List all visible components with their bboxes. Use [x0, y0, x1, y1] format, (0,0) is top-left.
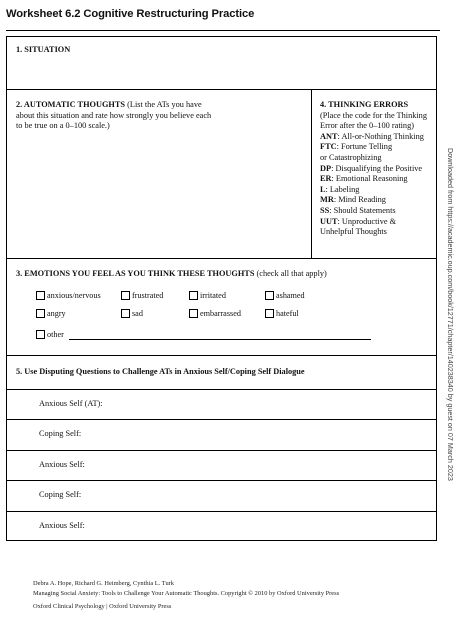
checkbox-box[interactable]: [189, 291, 198, 300]
checkbox-box[interactable]: [121, 309, 130, 318]
checkbox-embarrassed[interactable]: embarrassed: [189, 309, 241, 318]
thinking-errors-instructions: (Place the code for the Thinking: [320, 110, 427, 120]
checkbox-angry[interactable]: angry: [36, 309, 66, 318]
thinking-error-item: L: Labeling: [320, 184, 360, 194]
thinking-error-item: UUT: Unproductive &: [320, 216, 397, 226]
worksheet-form: [6, 36, 437, 541]
checkbox-box[interactable]: [36, 309, 45, 318]
divider: [7, 419, 436, 420]
thinking-error-item: DP: Disqualifying the Positive: [320, 163, 423, 173]
divider: [7, 480, 436, 481]
checkbox-box[interactable]: [265, 309, 274, 318]
automatic-thoughts-instructions: about this situation and rate how strongly you believe each: [16, 110, 212, 120]
title-divider: [6, 30, 440, 31]
dialogue-row-anxious-self[interactable]: Anxious Self:: [39, 521, 85, 530]
automatic-thoughts-instructions: to be true on a 0–100 scale.): [16, 121, 110, 131]
thinking-errors-section: [320, 100, 436, 238]
column-divider: [311, 89, 312, 258]
checkbox-hateful[interactable]: hateful: [265, 309, 299, 318]
worksheet-title: Worksheet 6.2 Cognitive Restructuring Practice: [6, 8, 255, 20]
dialogue-row-anxious-self[interactable]: Anxious Self:: [39, 460, 85, 469]
checkbox-other[interactable]: other: [36, 330, 64, 339]
checkbox-box[interactable]: [189, 309, 198, 318]
footer-book: Managing Social Anxiety: Tools to Challenge Your Automatic Thoughts. Copyright © 2010 by Oxford University Press: [33, 590, 340, 597]
disputing-label: 5. Use Disputing Questions to Challenge ATs in Anxious Self/Coping Self Dialogue: [16, 367, 305, 376]
emotions-label: 3. EMOTIONS YOU FEEL AS YOU THINK THESE THOUGHTS (check all that apply): [16, 269, 327, 278]
divider: [7, 450, 436, 451]
checkbox-anxious-nervous[interactable]: anxious/nervous: [36, 291, 101, 300]
dialogue-row-coping-self[interactable]: Coping Self:: [39, 490, 82, 499]
thinking-error-item: ER: Emotional Reasoning: [320, 174, 408, 184]
divider: [7, 89, 436, 90]
thinking-error-item: or Catastrophizing: [320, 152, 382, 162]
checkbox-frustrated[interactable]: frustrated: [121, 291, 163, 300]
thinking-error-item: FTC: Fortune Telling: [320, 142, 393, 152]
thinking-error-item: MR: Mind Reading: [320, 195, 386, 205]
footer-authors: Debra A. Hope, Richard G. Heimberg, Cynthia L. Turk: [33, 580, 174, 587]
checkbox-box[interactable]: [265, 291, 274, 300]
automatic-thoughts-instructions: (List the ATs you have: [127, 100, 202, 109]
other-emotion-field[interactable]: [69, 339, 371, 340]
checkbox-sad[interactable]: sad: [121, 309, 143, 318]
dialogue-row-coping-self[interactable]: Coping Self:: [39, 429, 82, 438]
divider: [7, 355, 436, 356]
thinking-error-item: Unhelpful Thoughts: [320, 227, 387, 237]
divider: [7, 511, 436, 512]
checkbox-box[interactable]: [121, 291, 130, 300]
divider: [7, 258, 436, 259]
download-notice: Downloaded from https://academic.oup.com/book/12771/chapter/140238340 by guest on 07 March 2023: [446, 148, 455, 481]
thinking-errors-label: 4. THINKING ERRORS: [320, 100, 409, 109]
automatic-thoughts-section[interactable]: [16, 100, 306, 132]
automatic-thoughts-label: 2. AUTOMATIC THOUGHTS: [16, 100, 126, 109]
thinking-error-item: ANT: All-or-Nothing Thinking: [320, 131, 424, 141]
checkbox-ashamed[interactable]: ashamed: [265, 291, 305, 300]
divider: [7, 389, 436, 390]
thinking-error-item: SS: Should Statements: [320, 205, 396, 215]
checkbox-box[interactable]: [36, 291, 45, 300]
footer-publisher: Oxford Clinical Psychology | Oxford University Press: [33, 603, 172, 610]
dialogue-row-anxious-self[interactable]: Anxious Self (AT):: [39, 399, 103, 408]
checkbox-box[interactable]: [36, 330, 45, 339]
situation-label: 1. SITUATION: [16, 45, 71, 54]
checkbox-irritated[interactable]: irritated: [189, 291, 226, 300]
thinking-errors-instructions: Error after the 0–100 rating): [320, 121, 414, 131]
